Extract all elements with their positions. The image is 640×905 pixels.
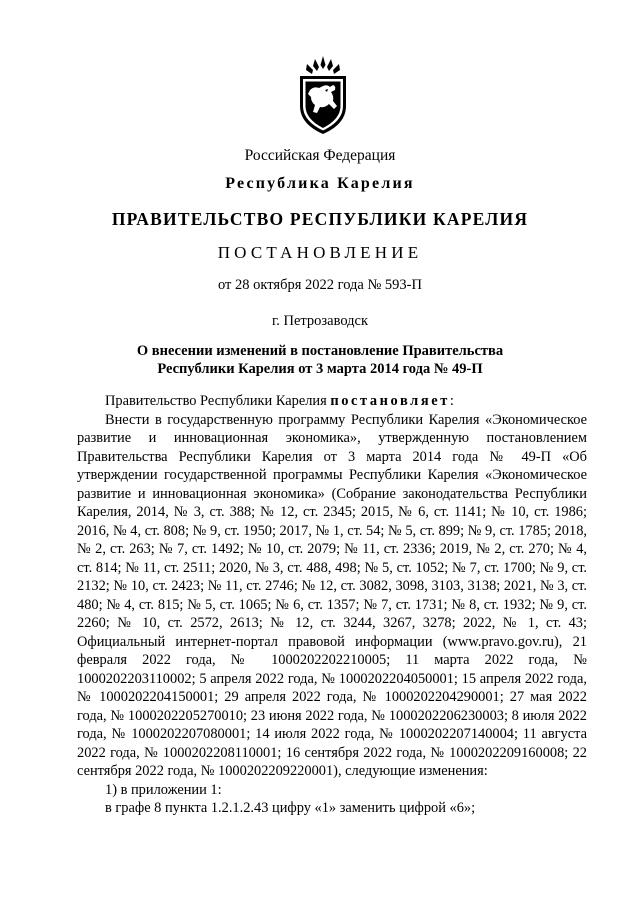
document-date-number: от 28 октября 2022 года № 593-П bbox=[218, 277, 422, 293]
republic-name: Республика Карелия bbox=[225, 175, 415, 192]
document-city: г. Петрозаводск bbox=[271, 313, 369, 329]
intro-suffix: : bbox=[449, 393, 454, 409]
subject-line-1: О внесении изменений в постановление Правительства bbox=[136, 343, 504, 359]
intro-prefix: Правительство Республики Карелия bbox=[105, 393, 331, 409]
document-body bbox=[77, 392, 587, 818]
item-1: 1) в приложении 1: bbox=[105, 781, 222, 798]
country-name: Российская Федерация bbox=[244, 147, 396, 164]
item-1-subitem: в графе 8 пункта 1.2.1.2.43 цифру «1» заменить цифрой «6»; bbox=[105, 800, 476, 816]
main-paragraph: Внести в государственную программу Республики Карелия «Экономическое развитие и инновационная экономика», утвержденную постановлением Правительства Республики Карелия от 3 марта 2014 года № 49-П «Об утверждении государственной программы Республики Карелия «Экономическое развитие и инновационная экономика» (Собрание законодательства Республики Карелия, 2014, № 3, ст. 388; № 12, ст. 2345; 2015, № 6, ст. 1141; № 10, ст. 1986; 2016, № 4, ст. 808; № 9, ст. 1950; 2017, № 1, ст. 54; № 5, ст. 899; № 9, ст. 1785; 2018, № 2, ст. 263; № 7, ст. 1492; № 10, ст. 2079; № 11, ст. 2336; 2019, № 2, ст. 270; № 4, ст. 814; № 11, ст. 2511; 2020, № 3, ст. 488, 498; № 5, ст. 1052; № 7, ст. 1700; № 9, ст. 2132; № 10, ст. 2423; № 11, ст. 2746; № 12, ст. 3082, 3098, 3103, 3138; 2021, № 3, ст. 480; № 4, ст. 815; № 5, ст. 1065; № 6, ст. 1357; № 7, ст. 1731; № 8, ст. 1932; № 9, ст. 2260; № 10, ст. 2572, 2613; № 12, ст. 3244, 3267, 3278; 2022, № 1, ст. 43; Официальный интернет-портал правовой информации (www.pravo.gov.ru), 21 февраля 2022 года, № 1000202202210005; 11 марта 2022 года, № 1000202203110002; 5 апреля 2022 года, № 1000202204050001; 15 апреля 2022 года, № 1000202204150001; 29 апреля 2022 года, № 1000202204290001; 27 мая 2022 года, № 1000202205270010; 23 июня 2022 года, № 1000202206230003; 8 июля 2022 года, № 1000202207080001; 14 июля 2022 года, № 1000202207140004; 11 августа 2022 года, № 1000202208110001; 16 сентября 2022 года, № 1000202209160008; 22 сентября 2022 года, № 1000202209220001), следующие изменения: bbox=[77, 411, 587, 779]
karelia-coat-of-arms-icon bbox=[296, 56, 350, 136]
government-title: ПРАВИТЕЛЬСТВО РЕСПУБЛИКИ КАРЕЛИЯ bbox=[111, 209, 529, 229]
intro-paragraph bbox=[77, 392, 587, 411]
document-type: ПОСТАНОВЛЕНИЕ bbox=[217, 243, 423, 262]
subject-line-2: Республики Карелия от 3 марта 2014 года № 49-П bbox=[157, 361, 483, 377]
intro-emphasis: постановляет bbox=[330, 393, 450, 409]
